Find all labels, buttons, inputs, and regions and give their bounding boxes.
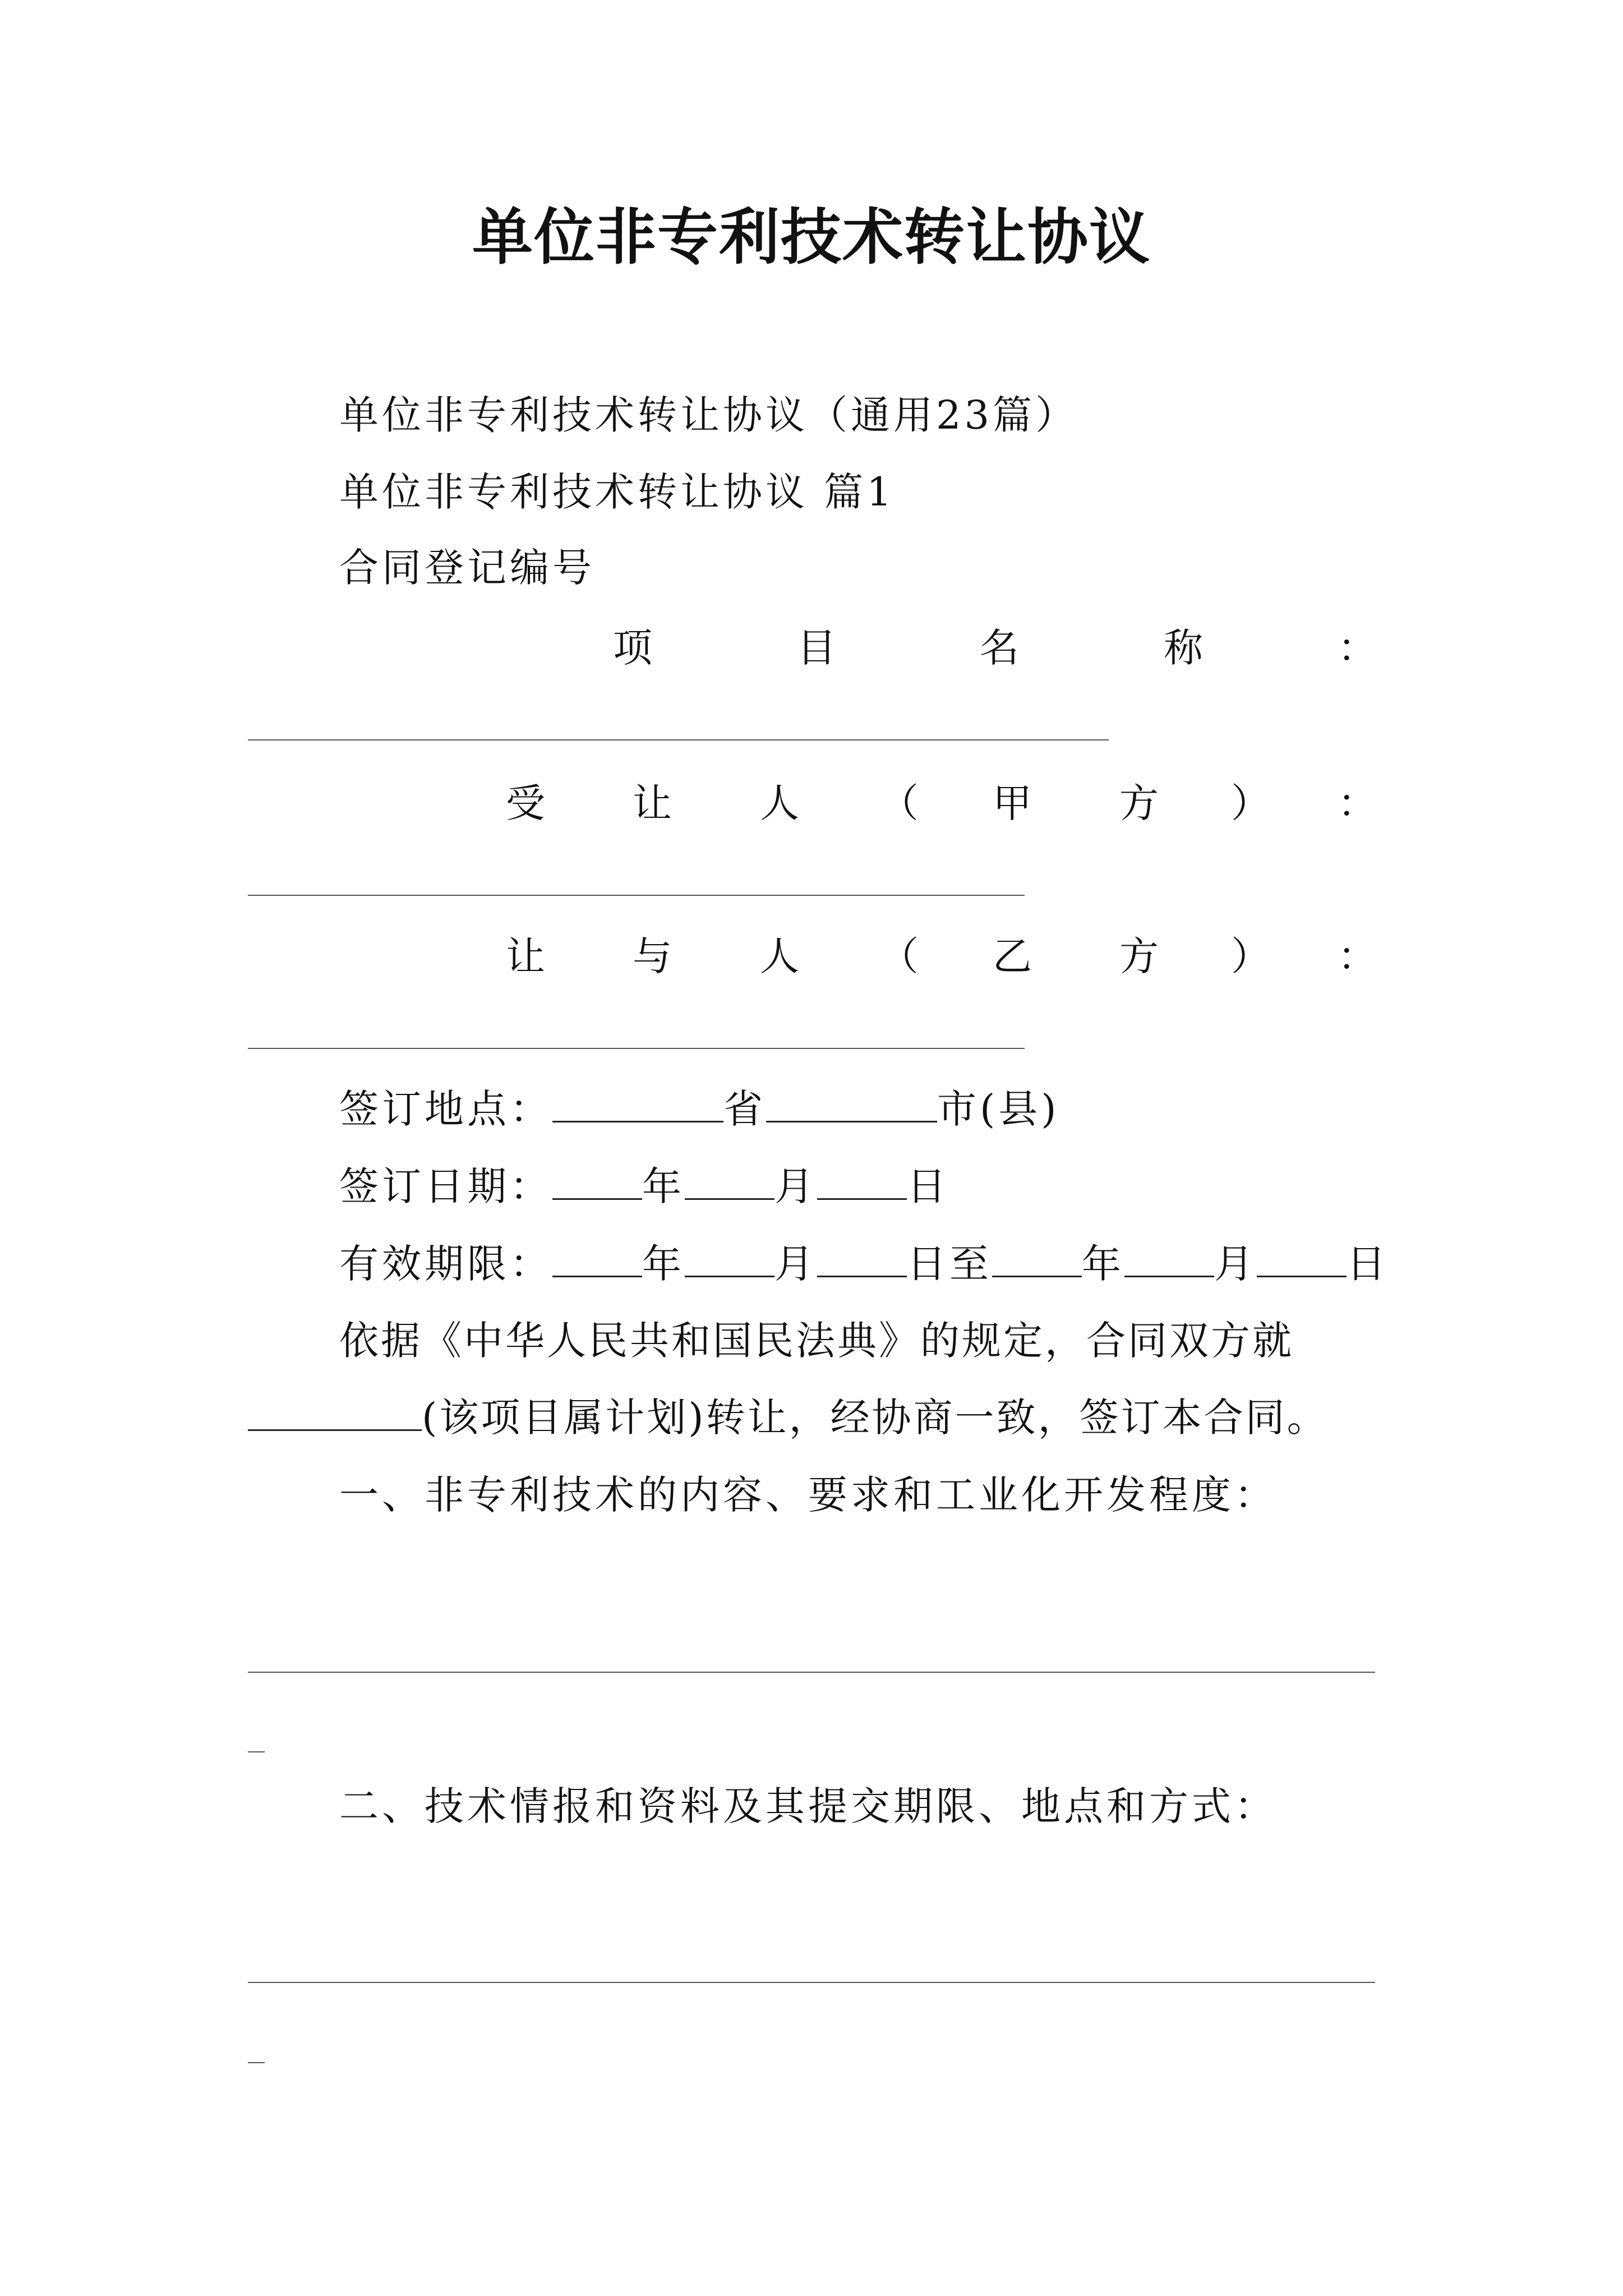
transferee-char: 人	[760, 780, 799, 826]
project-name-char: 名	[980, 625, 1019, 671]
transferor-char: （	[879, 933, 919, 979]
year-label: 年	[642, 1163, 685, 1209]
end-year-blank[interactable]	[992, 1242, 1082, 1277]
project-name-char: ：	[1338, 625, 1377, 671]
transferor-char: 方	[1119, 933, 1159, 979]
basis-paragraph-line2	[248, 1392, 1329, 1443]
transferor-char: 让	[506, 933, 545, 979]
transferor-char: 人	[760, 933, 799, 979]
transferee-char: ）	[1231, 780, 1270, 826]
city-blank[interactable]	[766, 1087, 937, 1122]
city-label: 市(县)	[937, 1086, 1060, 1132]
transferor-char: 乙	[993, 933, 1032, 979]
clause-1-blank-line[interactable]	[248, 1672, 1375, 1673]
start-day-blank[interactable]	[817, 1242, 907, 1277]
year-label: 年	[642, 1241, 685, 1287]
sign-date-row	[339, 1161, 949, 1212]
month-label: 月	[1214, 1241, 1257, 1287]
validity-label: 有效期限：	[339, 1241, 552, 1287]
transferee-char: 甲	[993, 780, 1032, 826]
month-label: 月	[774, 1163, 817, 1209]
transferee-char: （	[879, 780, 919, 826]
clause-1-blank-continuation	[248, 1751, 265, 1752]
sign-month-blank[interactable]	[685, 1165, 774, 1200]
month-label: 月	[774, 1241, 817, 1287]
sign-place-label: 签订地点：	[339, 1086, 552, 1132]
sign-day-blank[interactable]	[817, 1165, 907, 1200]
clause-2-blank-continuation	[248, 2062, 265, 2063]
sign-date-label: 签订日期：	[339, 1163, 552, 1209]
project-name-char: 项	[613, 625, 652, 671]
transferee-char: 方	[1119, 780, 1159, 826]
subtitle: 单位非专利技术转让协议（通用23篇）	[339, 392, 1078, 438]
transferee-char: ：	[1338, 780, 1377, 826]
end-month-blank[interactable]	[1124, 1242, 1214, 1277]
project-name-char: 目	[797, 625, 836, 671]
transferee-char: 让	[633, 780, 672, 826]
document-title: 单位非专利技术转让协议	[472, 202, 1151, 273]
validity-row	[339, 1239, 1389, 1289]
clause-1-heading: 一、非专利技术的内容、要求和工业化开发程度：	[339, 1472, 1277, 1518]
start-year-blank[interactable]	[552, 1242, 642, 1277]
day-label: 日	[907, 1163, 949, 1209]
section-heading: 单位非专利技术转让协议 篇1	[339, 469, 895, 515]
transferor-char: ）	[1231, 933, 1270, 979]
day-to-label: 日至	[907, 1241, 992, 1287]
start-month-blank[interactable]	[685, 1242, 774, 1277]
project-name-char: 称	[1164, 625, 1203, 671]
clause-2-blank-line[interactable]	[248, 1982, 1375, 1983]
registration-number-label: 合同登记编号	[339, 545, 595, 591]
transferor-blank-line[interactable]	[248, 1048, 1025, 1049]
transferee-blank-line[interactable]	[248, 895, 1025, 896]
province-blank[interactable]	[552, 1087, 723, 1122]
project-plan-blank[interactable]	[248, 1396, 422, 1431]
day-label: 日	[1347, 1241, 1389, 1287]
year-label: 年	[1082, 1241, 1124, 1287]
clause-2-heading: 二、技术情报和资料及其提交期限、地点和方式：	[339, 1783, 1277, 1829]
province-label: 省	[723, 1086, 766, 1132]
sign-year-blank[interactable]	[552, 1165, 642, 1200]
basis-paragraph-line1: 依据《中华人民共和国民法典》的规定，合同双方就	[339, 1318, 1294, 1364]
transferor-char: ：	[1338, 933, 1377, 979]
end-day-blank[interactable]	[1257, 1242, 1347, 1277]
transferor-char: 与	[633, 933, 672, 979]
project-name-blank-line[interactable]	[248, 739, 1109, 740]
basis-line2-text: (该项目属计划)转让，经协商一致，签订本合同。	[422, 1395, 1329, 1441]
transferee-char: 受	[506, 780, 545, 826]
sign-place-row	[339, 1084, 1060, 1134]
